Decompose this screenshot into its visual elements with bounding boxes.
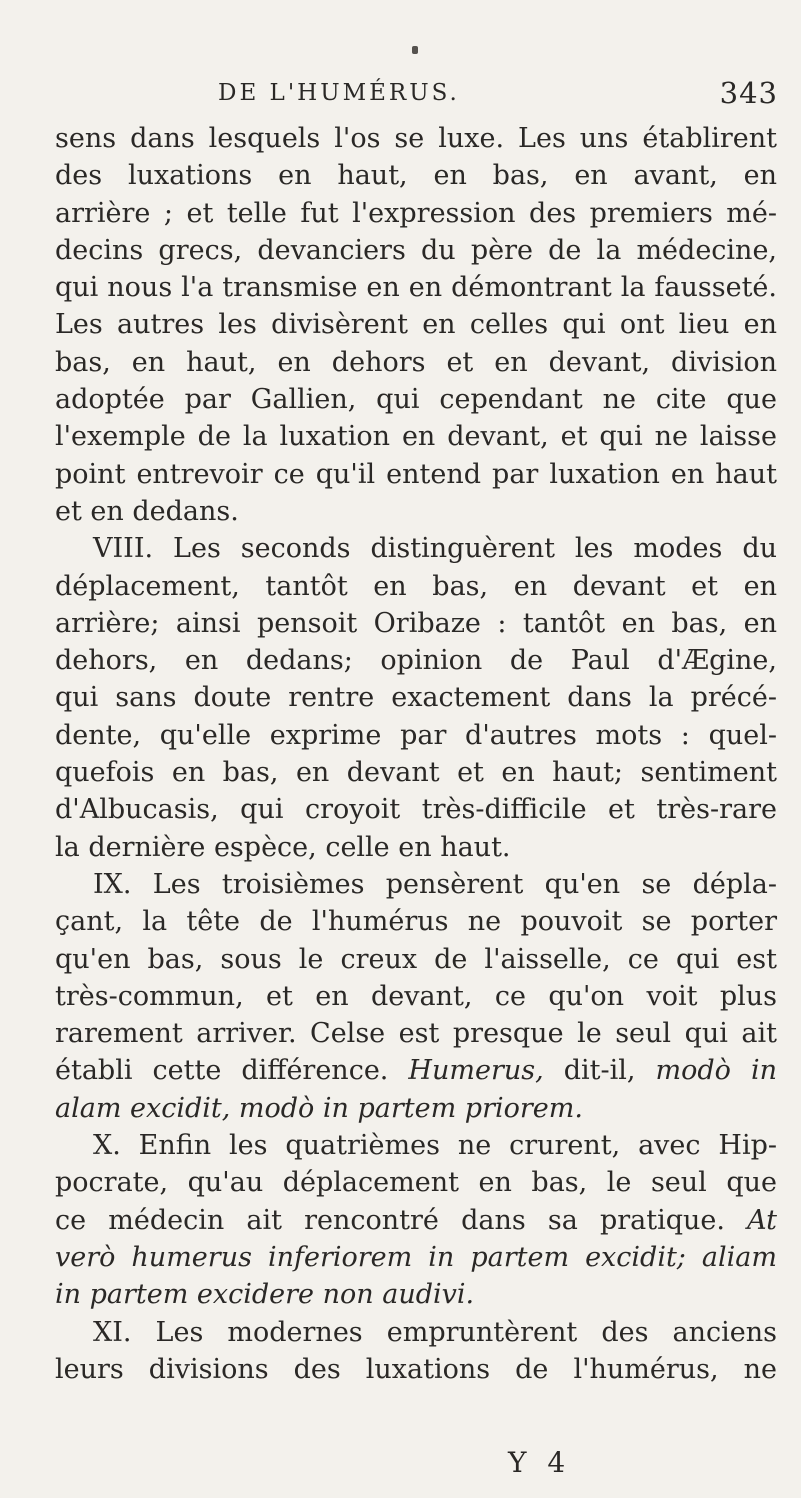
body-text: [55, 120, 777, 1388]
page-header: [218, 76, 778, 116]
latin-quote-line: verò humerus inferiorem in partem excidit; aliam: [55, 1241, 777, 1273]
text-line: adoptée par Gallien, qui cependant ne cite que: [55, 384, 777, 416]
page-number: 343: [719, 76, 778, 110]
text-line: sens dans lesquels l'os se luxe. Les uns établirent: [55, 123, 777, 154]
text-line: bas, en haut, en dehors et en devant, division: [55, 346, 777, 378]
text-line: la dernière espèce, celle en haut.: [55, 831, 511, 863]
text-line-mixed: [55, 1052, 777, 1089]
text-line: très-commun, et en devant, ce qu'on voit plus: [55, 980, 777, 1012]
text-line: dehors, en dedans; opinion de Paul d'Ægine,: [55, 645, 777, 677]
text-span: établi cette différence.: [55, 1055, 409, 1087]
latin-quote: modò in: [655, 1055, 777, 1087]
text-line: rarement arriver. Celse est presque le seul qui ait: [55, 1018, 777, 1050]
text-line: déplacement, tantôt en bas, en devant et en: [55, 570, 777, 602]
text-line: Les autres les divisèrent en celles qui ont lieu en: [55, 309, 777, 341]
text-line-mixed: [55, 1202, 777, 1239]
latin-quote: At: [747, 1204, 777, 1236]
text-line: qui nous l'a transmise en en démontrant la fausseté.: [55, 272, 777, 304]
text-line: des luxations en haut, en bas, en avant, en: [55, 160, 777, 192]
latin-quote-line: in partem excidere non audivi.: [55, 1279, 475, 1311]
text-line: quefois en bas, en devant et en haut; sentiment: [55, 757, 777, 789]
text-line: dente, qu'elle exprime par d'autres mots : quel-: [55, 719, 777, 751]
text-line: decins grecs, devanciers du père de la médecine,: [55, 234, 777, 266]
section-x-heading-line: X. Enfin les quatrièmes ne crurent, avec Hip-: [93, 1130, 777, 1162]
latin-quote: Humerus,: [408, 1055, 544, 1087]
text-line: qu'en bas, sous le creux de l'aisselle, ce qui est: [55, 943, 777, 975]
running-title: DE L'HUMÉRUS.: [218, 80, 460, 106]
section-viii-heading-line: VIII. Les seconds distinguèrent les modes du: [93, 533, 777, 565]
text-line: pocrate, qu'au déplacement en bas, le seul que: [55, 1167, 777, 1199]
text-line: leurs divisions des luxations de l'humérus, ne: [55, 1353, 777, 1385]
text-line: d'Albucasis, qui croyoit très-difficile et très-rare: [55, 794, 777, 826]
text-span: ce médecin ait rencontré dans sa pratique.: [55, 1204, 748, 1236]
text-line: qui sans doute rentre exactement dans la précé-: [55, 682, 777, 714]
section-ix-heading-line: IX. Les troisièmes pensèrent qu'en se dépla-: [93, 868, 777, 900]
text-line: arrière ; et telle fut l'expression des premiers mé-: [55, 197, 777, 229]
text-line: l'exemple de la luxation en devant, et qui ne laisse: [55, 421, 777, 453]
text-line: çant, la tête de l'humérus ne pouvoit se porter: [55, 906, 777, 938]
latin-quote-line: alam excidit, modò in partem priorem.: [55, 1092, 583, 1124]
signature-mark: Y 4: [508, 1446, 572, 1479]
text-span: dit-il,: [543, 1055, 656, 1087]
ink-speck: [412, 46, 418, 54]
text-line: point entrevoir ce qu'il entend par luxation en haut: [55, 458, 777, 490]
text-line: arrière; ainsi pensoit Oribaze : tantôt en bas, en: [55, 607, 777, 639]
section-xi-heading-line: XI. Les modernes empruntèrent des anciens: [93, 1316, 777, 1348]
text-line: et en dedans.: [55, 495, 239, 527]
